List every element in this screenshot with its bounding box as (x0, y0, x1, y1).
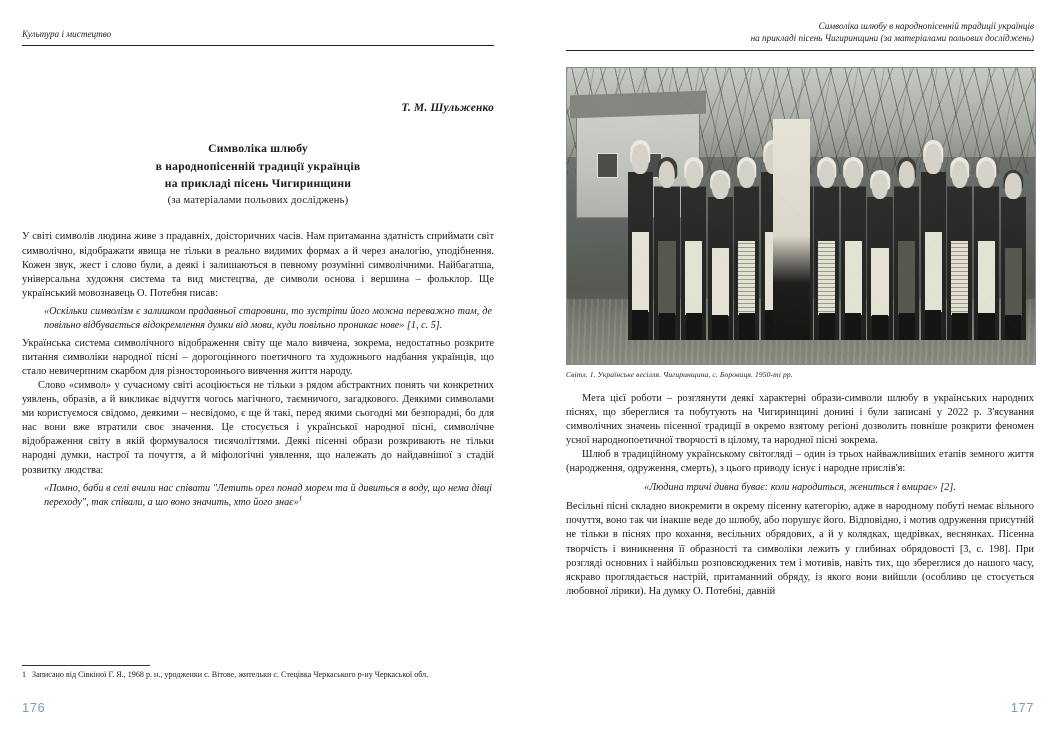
photo-person (708, 170, 733, 341)
photo-crowd (628, 127, 1026, 340)
photo-person (921, 140, 946, 340)
photo-person (947, 157, 972, 340)
footnote-block (22, 665, 494, 681)
photo-person (654, 157, 679, 340)
quote-proverb: «Людина тричі дивна буває: коли народиться, жениться і вмирає» [2]. (644, 482, 956, 494)
running-head-right-line-1: Символіка шлюбу в народнопісенній традиції українців (818, 21, 1034, 31)
running-head-left: Культура і мистецтво (22, 29, 112, 39)
photo-background (567, 68, 1035, 364)
running-head-right (566, 20, 1034, 45)
photo-person (628, 140, 653, 340)
footnote-number: 1 (22, 670, 27, 680)
quote-folk-song-text: «Помно, баби в селі вчили нас співати "Летить орел понад морем та й дивиться в воду, що нема дівці переходу", так співали, а шо воно значить, хто його знає» (44, 482, 492, 508)
photo-person (681, 157, 706, 340)
figure-caption-number: Світл. 1. (566, 369, 596, 379)
page-number-right: 177 (1010, 700, 1034, 715)
paragraph-2: Українська система символічного відображення світу ще мало вивчена, зокрема, недостатньо розкрите питання символіки народної пісні – дорогоцінного поетичного та художнього надбання українців, що стало невичерпним скарбом для різностороннього вивчення життя народу. (22, 337, 494, 377)
footnote-text: Записано від Сівкіної Г. Я., 1968 р. н., уродженки с. Вітове, жительки с. Стецівка Черкаського р-ну Черкаської обл. (32, 670, 429, 680)
photo-person (867, 170, 892, 341)
photo-person (1001, 170, 1026, 341)
footnote-marker: 1 (298, 494, 303, 503)
photo-house-window (597, 153, 618, 178)
photo-bride (773, 80, 810, 340)
title-line-1: Символіка шлюбу (208, 142, 308, 156)
paragraph-1: У світі символів людина живе з прадавніх, доісторичних часів. Нам притаманна здатність сприймати світ символічно, відображати явища не тільки в реально видимих формах а й через аналогію, уподібнення. Кожен звук, жест і слово були, а деякі і залишаються в певному розумінні символічними. Найбагатша, універсальна художня система та вид мистецтва, де символи основа і вершина – фольклор. Ще український мовознавець О. Потебня писав: (22, 231, 494, 299)
photo-person (734, 157, 759, 340)
article-author: Т. М. Шульженко (401, 102, 494, 115)
paragraph-1: Мета цієї роботи – розглянути деякі характерні образи-символи шлюбу в українських народних піснях, що збереглися та побутують на Чигиринщині донині і були записані у 2022 р. З'ясування символічних значень пісенної традиції в окремо взятому регіоні дозволить повніше розкрити феномен усної народнопоетичної творчості в цілому, та народної пісні зокрема. (566, 392, 1034, 447)
page-number-left: 176 (22, 700, 46, 715)
photo-person (814, 157, 839, 340)
figure-caption (566, 370, 1034, 379)
paragraph-3: Слово «символ» у сучасному світі асоціюється не тільки з рядом абстрактних понять чи конкретних уявлень, образів, а й викликає відчуття чогось магічного, таємничого, загадкового. Деякими символами ми користуємося свідомо, деякими – несвідомо, є ще й такі, перед якими сьогодні ми безпорадні, бо для нас вони вже втратили своє значення. Це стосується і української народної пісні, символічне відображення світу в якій формувалося тисячоліттями. Деякі пісенні образи розкривають не тільки народні думки, настрої та почуття, а й міфологічні уявлення, що належать до найдавнішої з стадій розвитку людства: (22, 379, 494, 476)
right-page-body (566, 392, 1034, 599)
photo-person (974, 157, 999, 340)
photo-person (841, 157, 866, 340)
article-title (22, 140, 494, 208)
figure-caption-text: Українське весілля. Чигиринщина, с. Боровиця. 1950-ті рр. (597, 369, 793, 379)
footnote-1 (22, 670, 494, 681)
quote-potebnia: «Оскільки символізм є залишком прадавньої старовини, то зустріти його можна переважно там, де повільно відбувається відокремлення думки від мови, куди повільно проникає нове» [1, с. 5]. (44, 305, 492, 331)
title-line-4: (за матеріалами польових досліджень) (167, 194, 349, 206)
header-rule-right (566, 50, 1034, 51)
figure-wedding-photo (566, 67, 1034, 379)
paragraph-2: Шлюб в традиційному українському світогляді – один із трьох найважливіших етапів земного життя (народження, одруження, смерть), з цього приводу існує і народне прислів'я: (566, 449, 1034, 475)
wedding-group-photograph (566, 67, 1036, 365)
right-page (530, 0, 1060, 729)
footnote-rule (22, 665, 150, 666)
paragraph-3: Весільні пісні складно виокремити в окрему пісенну категорію, адже в народному побуті немає вільного почуття, воно так чи інакше веде до шлюбу, або порушує його. Відповідно, і мотив одруження присутній не тільки в піснях про кохання, весільних обрядових, а й у колядках, щедрівках, веснянках. Пісенна творчість і виникнення її образності та символіки лежить у глибинах обрядовості [3, с. 198]. При розгляді основних і найбільш розповсюджених тем і мотивів, навіть тих, що збереглися до нашого часу, яскраво проглядається настрій, притаманний обряду, із якого вони вийшли (особливо це стосується любовної лірики). На думку О. Потебні, давній (566, 501, 1034, 597)
title-line-2: в народнопісенній традиції українців (155, 159, 361, 173)
header-rule-left (22, 45, 494, 46)
running-head-right-line-2: на прикладі пісень Чигиринщини (за матеріалами польових досліджень) (750, 33, 1034, 44)
quote-folk-song (22, 482, 494, 510)
title-line-3: на прикладі пісень Чигиринщини (164, 177, 352, 191)
photo-person (894, 157, 919, 340)
